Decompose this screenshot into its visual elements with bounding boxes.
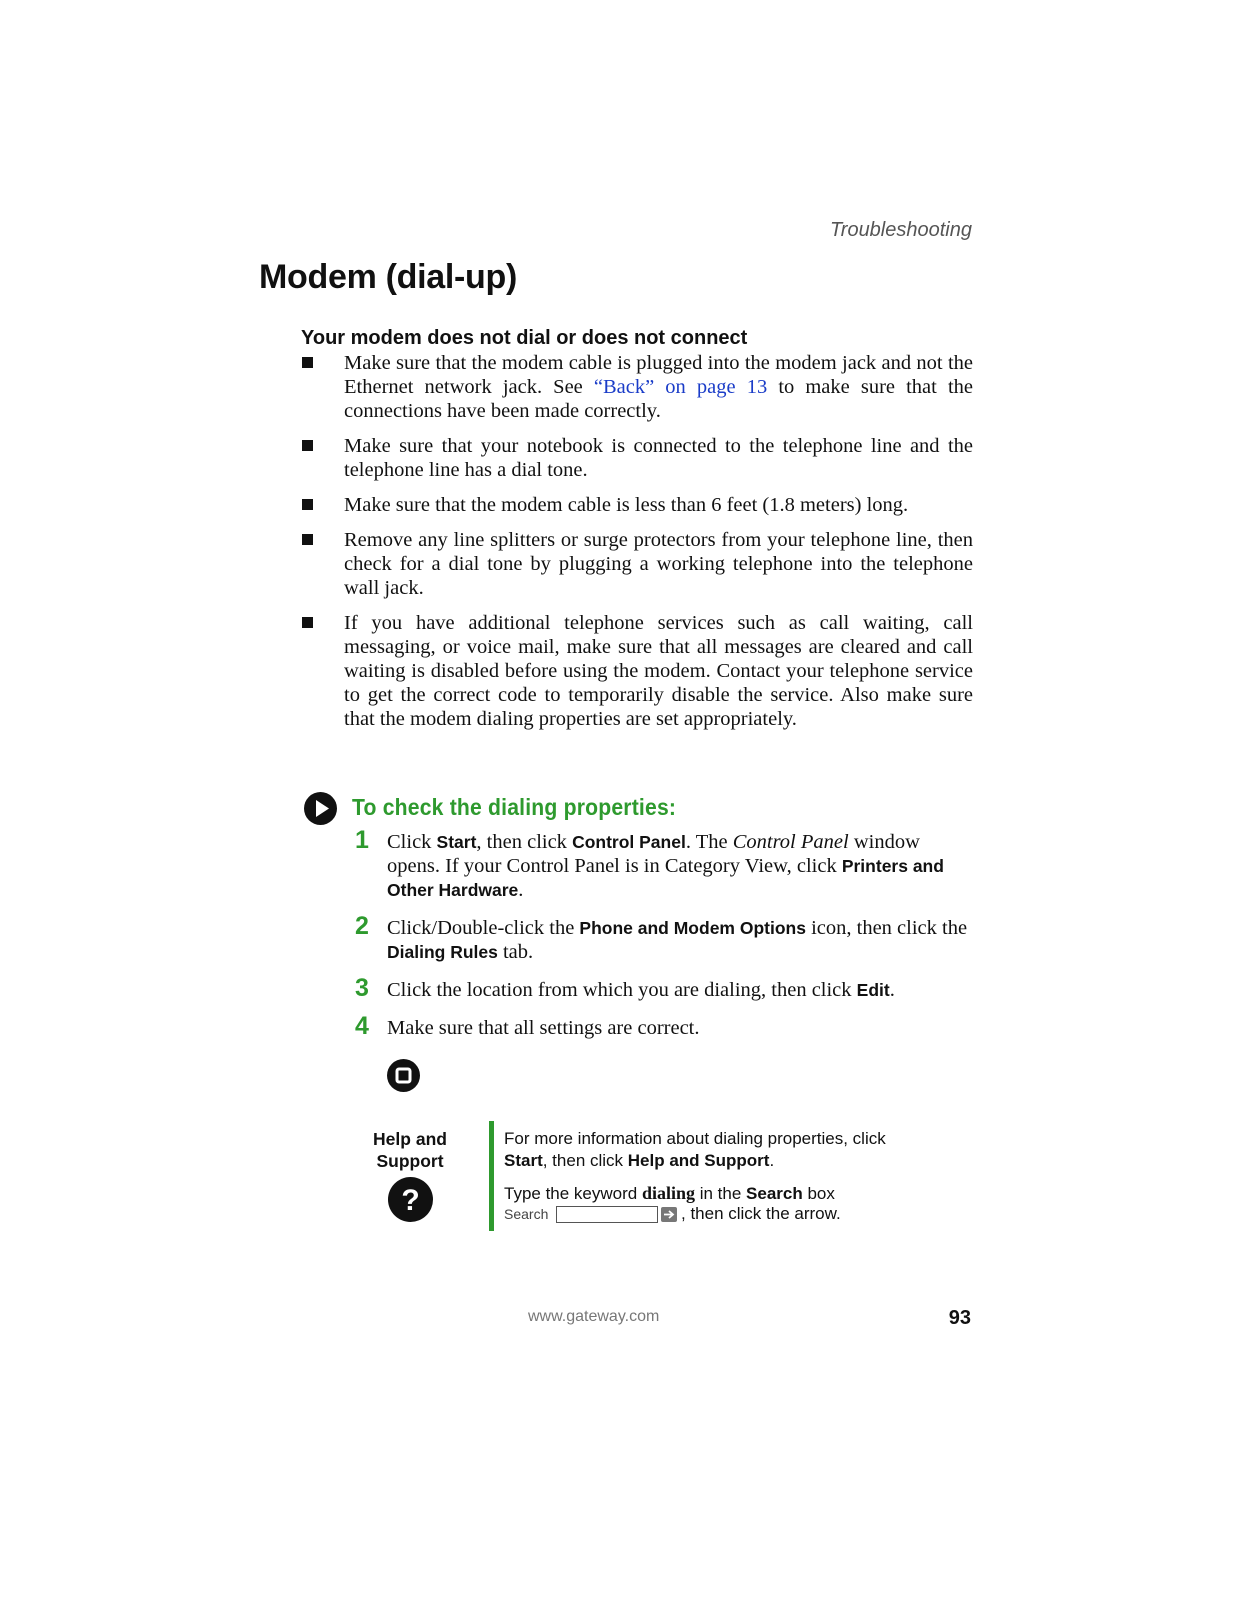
search-label: Search [504,1206,549,1222]
page-title: Modem (dial-up) [259,258,518,296]
help-paragraph: Type the keyword dialing in the Search box [504,1183,835,1203]
bullet-list [301,351,973,742]
procedure-title: To check the dialing properties: [352,794,677,820]
help-and-support-label: Help and Support [373,1129,447,1171]
search-box-illustration: Search , then click the arrow. [504,1204,841,1223]
ui-term: Phone and Modem Options [579,918,806,938]
help-paragraph: For more information about dialing properties, click Start, then click Help and Support. [504,1129,886,1170]
square-bullet-icon [302,534,313,545]
step-item: 1 Click Start, then click Control Panel. The Control Panel window opens. If your Control Panel is in Category View, click Printers and Other Hardware. [355,826,944,901]
help-text [504,1128,924,1225]
square-bullet-icon [302,440,313,451]
list-item: Remove any line splitters or surge protectors from your telephone line, then check for a dial tone by plugging a working telephone into the telephone wall jack. [301,528,973,600]
search-input [556,1206,658,1223]
procedure-end-icon [387,1059,420,1092]
ui-term: Printers and Other Hardware [387,856,944,900]
ui-term: Help and Support [627,1151,770,1170]
procedure-steps [355,826,973,1054]
step-number: 1 [355,826,369,854]
page-number: 93 [948,1307,971,1329]
help-divider [489,1121,494,1231]
running-header: Troubleshooting [830,219,972,241]
window-name: Control Panel [732,831,849,853]
ui-term: Start [504,1151,543,1170]
square-bullet-icon [302,357,313,368]
ui-term: Edit [856,980,890,1000]
cross-reference-link[interactable]: “Back” on page 13 [593,376,768,398]
list-item: If you have additional telephone services such as call waiting, call messaging, or voice mail, make sure that all messages are cleared and call waiting is disabled before using the modem. Contact your telephone service to get the correct code to temporarily disable the service. Also make sure that the modem dialing properties are set appropriately. [301,611,973,731]
square-bullet-icon [302,617,313,628]
footer-url: www.gateway.com [528,1308,660,1325]
step-item: 3 Click the location from which you are dialing, then click Edit. [355,974,895,1002]
list-item: Make sure that the modem cable is plugged into the modem jack and not the Ethernet network jack. See “Back” on page 13 to make sure that the connections have been made correctly. [301,351,973,423]
step-number: 3 [355,974,369,1002]
ui-term: Start [436,832,477,852]
ui-term: Dialing Rules [387,942,498,962]
list-item: Make sure that your notebook is connected to the telephone line and the telephone line has a dial tone. [301,434,973,482]
step-number: 4 [355,1012,369,1040]
ui-term: Control Panel [572,832,686,852]
section-subheading: Your modem does not dial or does not connect [301,327,748,349]
square-bullet-icon [302,499,313,510]
list-item: Make sure that the modem cable is less than 6 feet (1.8 meters) long. [301,493,973,517]
arrow-right-icon [661,1207,677,1222]
ui-term: Search [746,1184,803,1203]
step-item: 2 Click/Double-click the Phone and Modem Options icon, then click the Dialing Rules tab. [355,912,968,963]
step-item: 4 Make sure that all settings are correct. [355,1012,700,1040]
keyword: dialing [641,1183,695,1203]
question-mark-icon [388,1177,433,1222]
procedure-start-icon [304,792,337,825]
step-number: 2 [355,912,369,940]
svg-text:?: ? [401,1184,420,1217]
